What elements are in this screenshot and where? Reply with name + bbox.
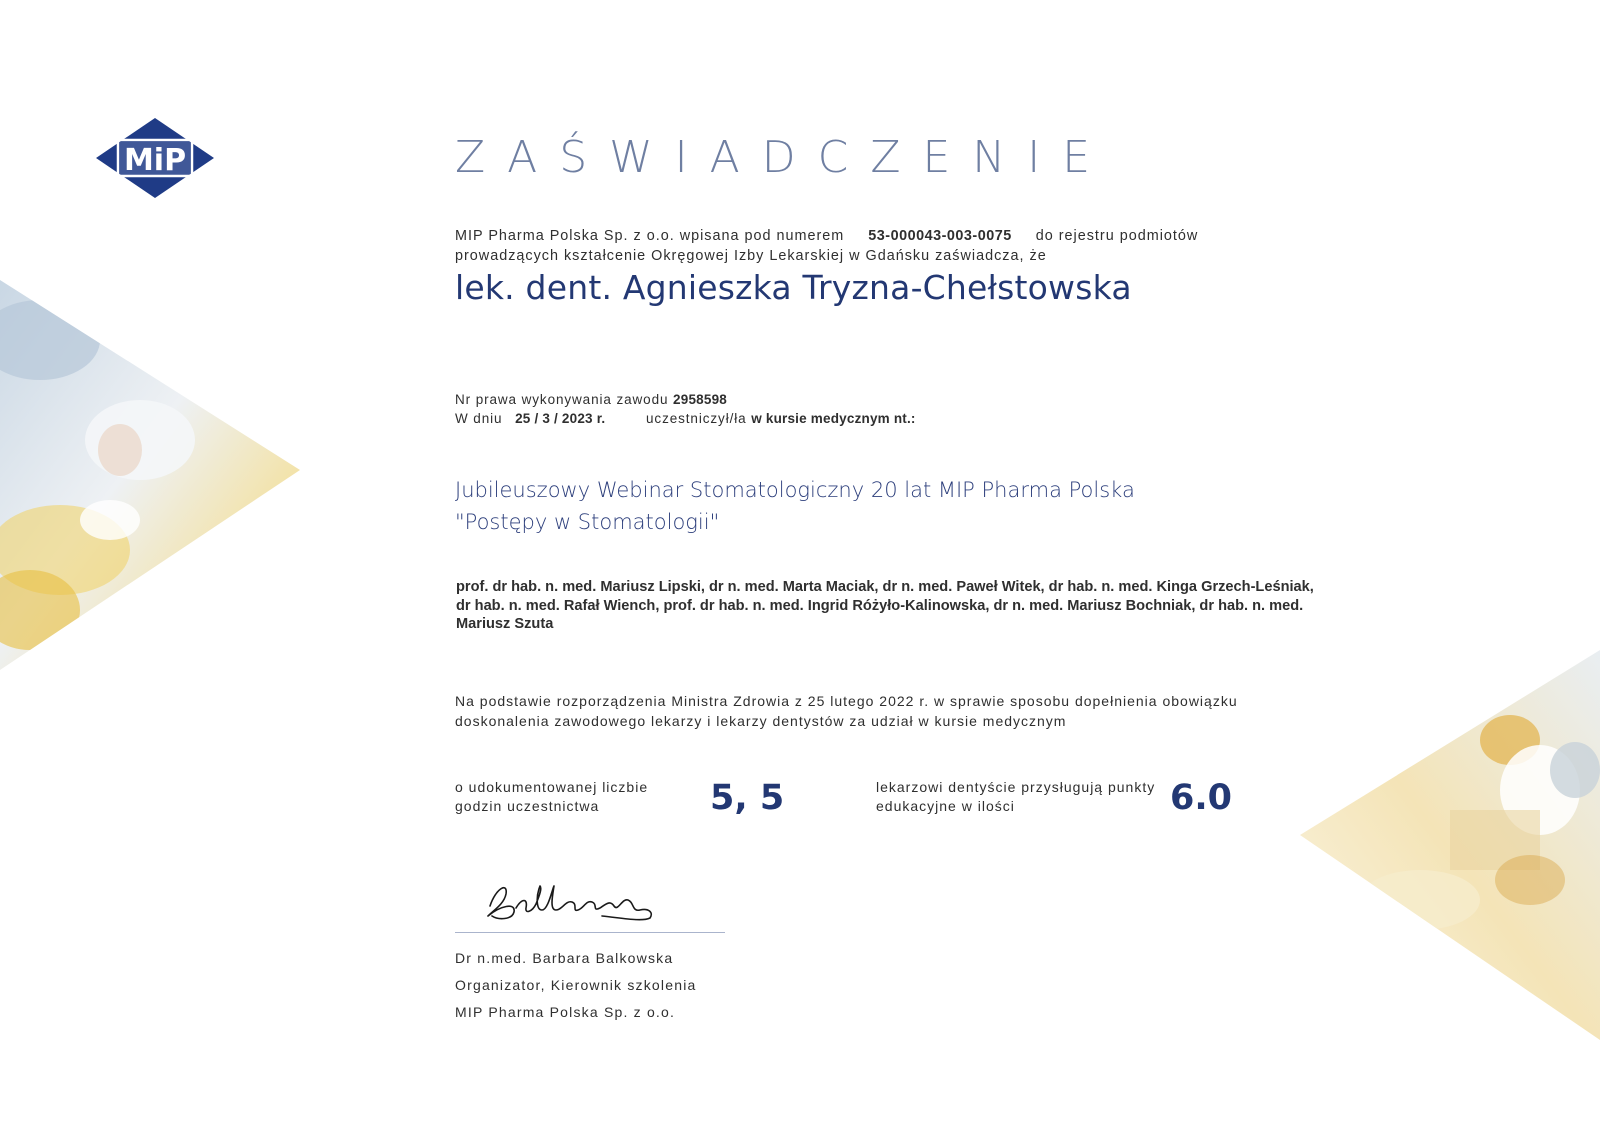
signatory-role: Organizator, Kierownik szkolenia: [455, 977, 697, 993]
attendance-date: 25 / 3 / 2023 r.: [515, 411, 606, 426]
registry-number: 53-000043-003-0075: [868, 228, 1012, 244]
intro-paragraph: [455, 226, 1275, 266]
date-label: W dniu: [455, 411, 503, 426]
points-value: 6.0: [1170, 778, 1233, 818]
intro-part1: MIP Pharma Polska Sp. z o.o. wpisana pod numerem: [455, 228, 845, 244]
handwritten-signature: [482, 876, 672, 926]
hours-value: 5, 5: [710, 778, 785, 818]
speakers-list: prof. dr hab. n. med. Mariusz Lipski, dr n. med. Marta Maciak, dr n. med. Paweł Witek, dr hab. n. med. Kinga Grzech-Leśniak, dr hab. n. med. Rafał Wiench, prof. dr hab. n. med. Ingrid Różyło-Kalinowska, dr n. med. Mariusz Bochniak, dr hab. n. med. Mariusz Szuta: [456, 579, 1314, 632]
course-title-line1: Jubileuszowy Webinar Stomatologiczny 20 lat MIP Pharma Polska: [455, 478, 1135, 502]
license-number: 2958598: [673, 392, 728, 407]
signature-line: [455, 932, 725, 933]
signatory-name: Dr n.med. Barbara Balkowska: [455, 950, 674, 966]
decorative-photo-right: [1300, 650, 1600, 1050]
course-type-label: w kursie medycznym nt.:: [751, 411, 916, 426]
decorative-photo-left: [0, 280, 300, 680]
logo-text: MiP: [123, 143, 187, 178]
certificate-title: ZAŚWIADCZENIE: [455, 132, 1112, 183]
license-label: Nr prawa wykonywania zawodu: [455, 392, 669, 407]
license-line: [455, 390, 916, 409]
signatory-organization: MIP Pharma Polska Sp. z o.o.: [455, 1004, 676, 1020]
legal-basis: Na podstawie rozporządzenia Ministra Zdrowia z 25 lutego 2022 r. w sprawie sposobu dopełnienia obowiązku doskonalenia zawodowego lekarzy i lekarzy dentystów za udział w kursie medycznym: [455, 693, 1238, 729]
hours-label: o udokumentowanej liczbie godzin uczestnictwa: [455, 779, 649, 814]
course-title-line2: "Postępy w Stomatologii": [455, 510, 720, 534]
points-label: lekarzowi dentyście przysługują punkty edukacyjne w ilości: [876, 779, 1156, 814]
intro-part2: do rejestru podmiotów prowadzących kształcenie Okręgowej Izby Lekarskiej w Gdańsku zaświadcza, że: [455, 228, 1199, 264]
course-title: [455, 474, 1135, 538]
mip-logo: [96, 118, 214, 198]
participated-label: uczestniczył/ła: [646, 411, 747, 426]
attendance-line: [455, 409, 916, 428]
recipient-name: lek. dent. Agnieszka Tryzna-Chełstowska: [455, 268, 1132, 307]
license-attendance-block: [455, 390, 916, 428]
